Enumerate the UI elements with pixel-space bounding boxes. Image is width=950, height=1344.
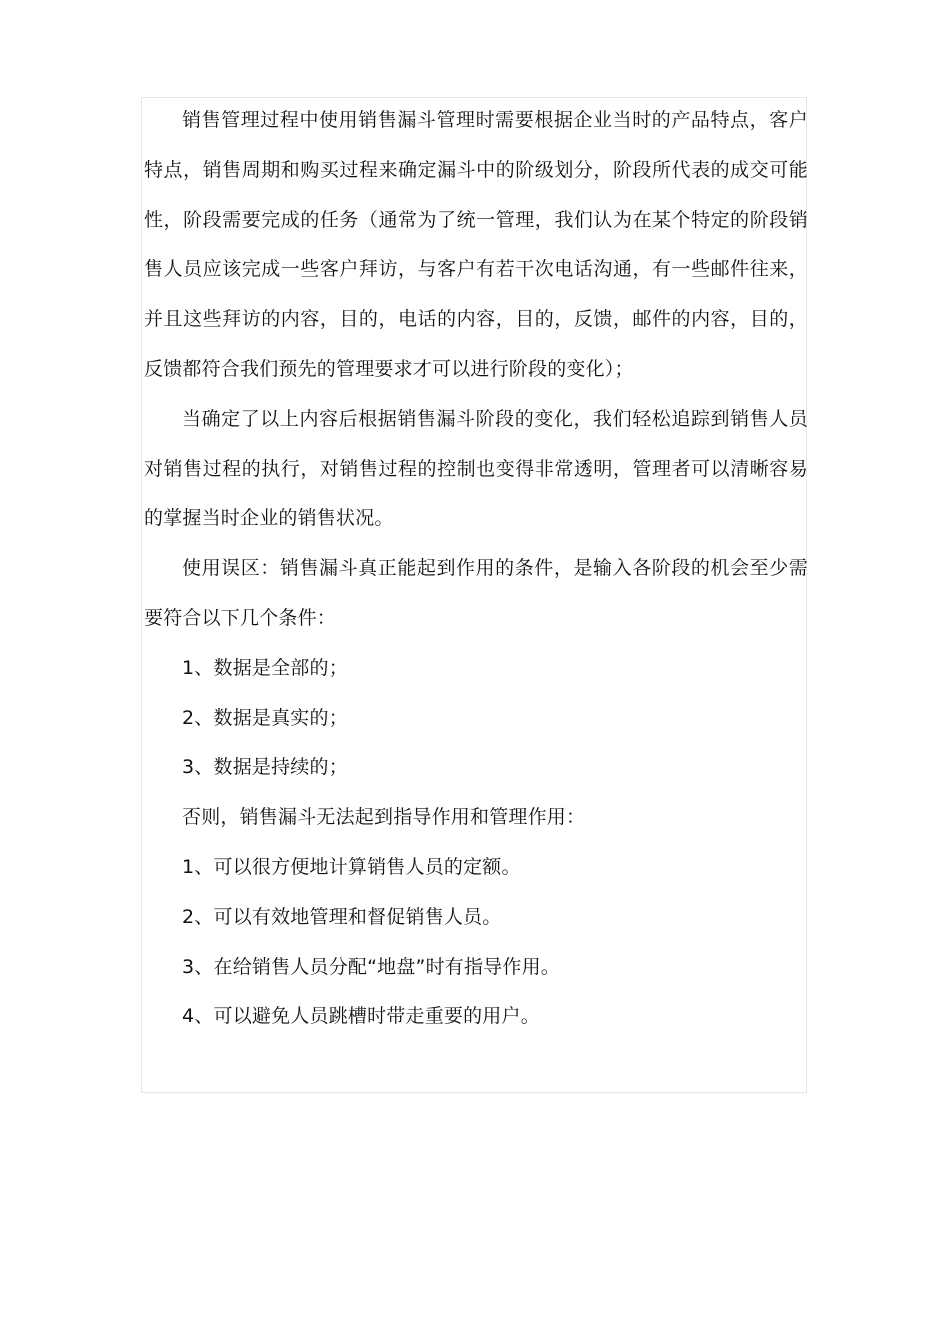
paragraph-otherwise: 否则，销售漏斗无法起到指导作用和管理作用： (182, 806, 586, 829)
benefit-item: 1、可以很方便地计算销售人员的定额。 (182, 855, 521, 878)
benefit-item: 3、在给销售人员分配“地盘”时有指导作用。 (182, 955, 560, 978)
paragraph-tracking: 当确定了以上内容后根据销售漏斗阶段的变化，我们轻松追踪到销售人员对销售过程的执行，对销售过程的控制也变得非常透明，管理者可以清晰容易的掌握当时企业的销售状况。 (144, 407, 808, 530)
benefit-item: 4、可以避免人员跳槽时带走重要的用户。 (182, 1005, 540, 1028)
condition-item: 2、数据是真实的； (182, 706, 348, 729)
paragraph-misconception: 使用误区：销售漏斗真正能起到作用的条件，是输入各阶段的机会至少需要符合以下几个条件： (144, 557, 808, 629)
document-body (144, 96, 808, 1042)
benefit-item: 2、可以有效地管理和督促销售人员。 (182, 905, 502, 928)
condition-item: 1、数据是全部的； (182, 656, 348, 679)
paragraph-funnel-stages: 销售管理过程中使用销售漏斗管理时需要根据企业当时的产品特点，客户特点，销售周期和购买过程来确定漏斗中的阶级划分，阶段所代表的成交可能性，阶段需要完成的任务（通常为了统一管理，我们认为在某个特定的阶段销售人员应该完成一些客户拜访，与客户有若干次电话沟通，有一些邮件往来，并且这些拜访的内容，目的，电话的内容，目的，反馈，邮件的内容，目的，反馈都符合我们预先的管理要求才可以进行阶段的变化）； (144, 109, 808, 380)
condition-item: 3、数据是持续的； (182, 756, 348, 779)
